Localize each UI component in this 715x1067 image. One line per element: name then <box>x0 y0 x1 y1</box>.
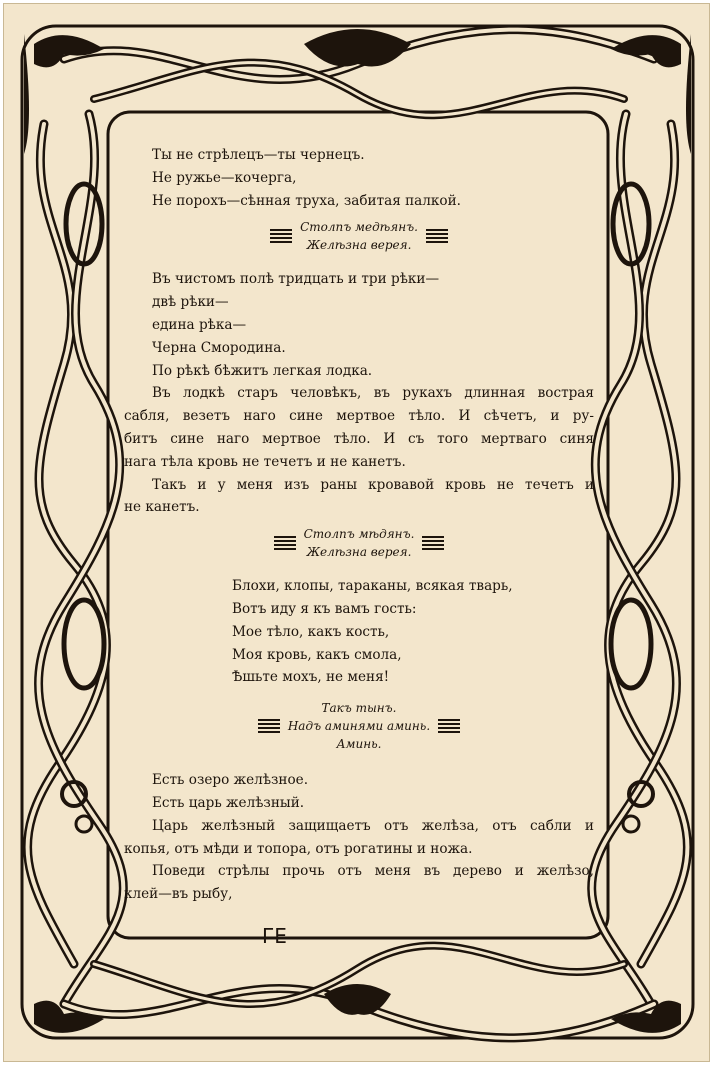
triple-bar-ornament <box>422 536 444 550</box>
verse-line: сабля, везетъ наго сине мертвое тѣло. И сѣчетъ, и ру- <box>124 408 594 425</box>
verse-line: Въ чистомъ полѣ тридцать и три рѣки— <box>152 271 440 288</box>
verse-line: Не ружье—кочерга, <box>152 169 297 186</box>
refrain-line: Надъ аминями аминь. <box>287 719 431 734</box>
verse-line: Есть царь желѣзный. <box>152 794 305 811</box>
verse-line: двѣ рѣки— <box>152 294 229 311</box>
verse-line: Въ лодкѣ старъ человѣкъ, въ рукахъ длинная вострая <box>152 385 594 402</box>
stanza-1 <box>124 144 594 212</box>
verse-line: Есть озеро желѣзное. <box>152 772 309 789</box>
verse-line: не канетъ. <box>124 499 200 516</box>
triple-bar-ornament <box>270 229 292 243</box>
stanza-4 <box>124 769 594 906</box>
verse-line: нага тѣла кровь не течетъ и не канетъ. <box>124 453 406 470</box>
verse-line: Не порохъ—сѣнная труха, забитая палкой. <box>152 192 461 209</box>
verse-body <box>124 144 594 906</box>
verse-line: битъ сине наго мертвое тѣло. И съ того мертваго синя <box>124 430 594 447</box>
verse-line: Такъ и у меня изъ раны кровавой кровь не течетъ и <box>152 476 594 493</box>
verse-line: Ѣшьте мохъ, не меня! <box>232 669 390 686</box>
refrain-line: Такъ тынъ. <box>321 701 397 716</box>
verse-line: Поведи стрѣлы прочь отъ меня въ дерево и желѣзо, <box>152 863 594 880</box>
verse-line: едина рѣка— <box>152 316 247 333</box>
verse-line: Ты не стрѣлецъ—ты чернецъ. <box>152 147 365 163</box>
verse-line: клей—въ рыбу, <box>124 886 233 903</box>
refrain-2 <box>124 525 594 561</box>
stanza-2 <box>124 268 594 519</box>
triple-bar-ornament <box>438 719 460 733</box>
verse-line: Мое тѣло, какъ кость, <box>232 623 390 640</box>
refrain-line: Столпъ медѣянъ. <box>300 220 418 235</box>
refrain-line: Желѣзна верея. <box>306 545 412 560</box>
refrain-line: Аминь. <box>336 737 382 752</box>
verse-line: Вотъ иду я къ вамъ гость: <box>232 600 417 617</box>
verse-line: Моя кровь, какъ смола, <box>232 646 402 663</box>
verse-line: Блохи, клопы, тараканы, всякая тварь, <box>232 578 513 595</box>
refrain-3 <box>124 699 594 753</box>
refrain-line: Столпъ мѣдянъ. <box>303 527 415 542</box>
artist-signature: ГЕ <box>262 924 287 948</box>
stanza-3 <box>124 575 594 689</box>
refrain-1 <box>124 218 594 254</box>
triple-bar-ornament <box>258 719 280 733</box>
triple-bar-ornament <box>426 229 448 243</box>
verse-line: По рѣкѣ бѣжитъ легкая лодка. <box>152 362 373 379</box>
verse-line: Царь желѣзный защищаетъ отъ желѣза, отъ сабли и <box>152 817 594 834</box>
refrain-line: Желѣзна верея. <box>306 238 412 253</box>
triple-bar-ornament <box>274 536 296 550</box>
page <box>3 3 710 1062</box>
verse-line: копья, отъ мѣди и топора, отъ рогатины и ножа. <box>124 840 473 857</box>
verse-line: Черна Смородина. <box>152 339 286 356</box>
